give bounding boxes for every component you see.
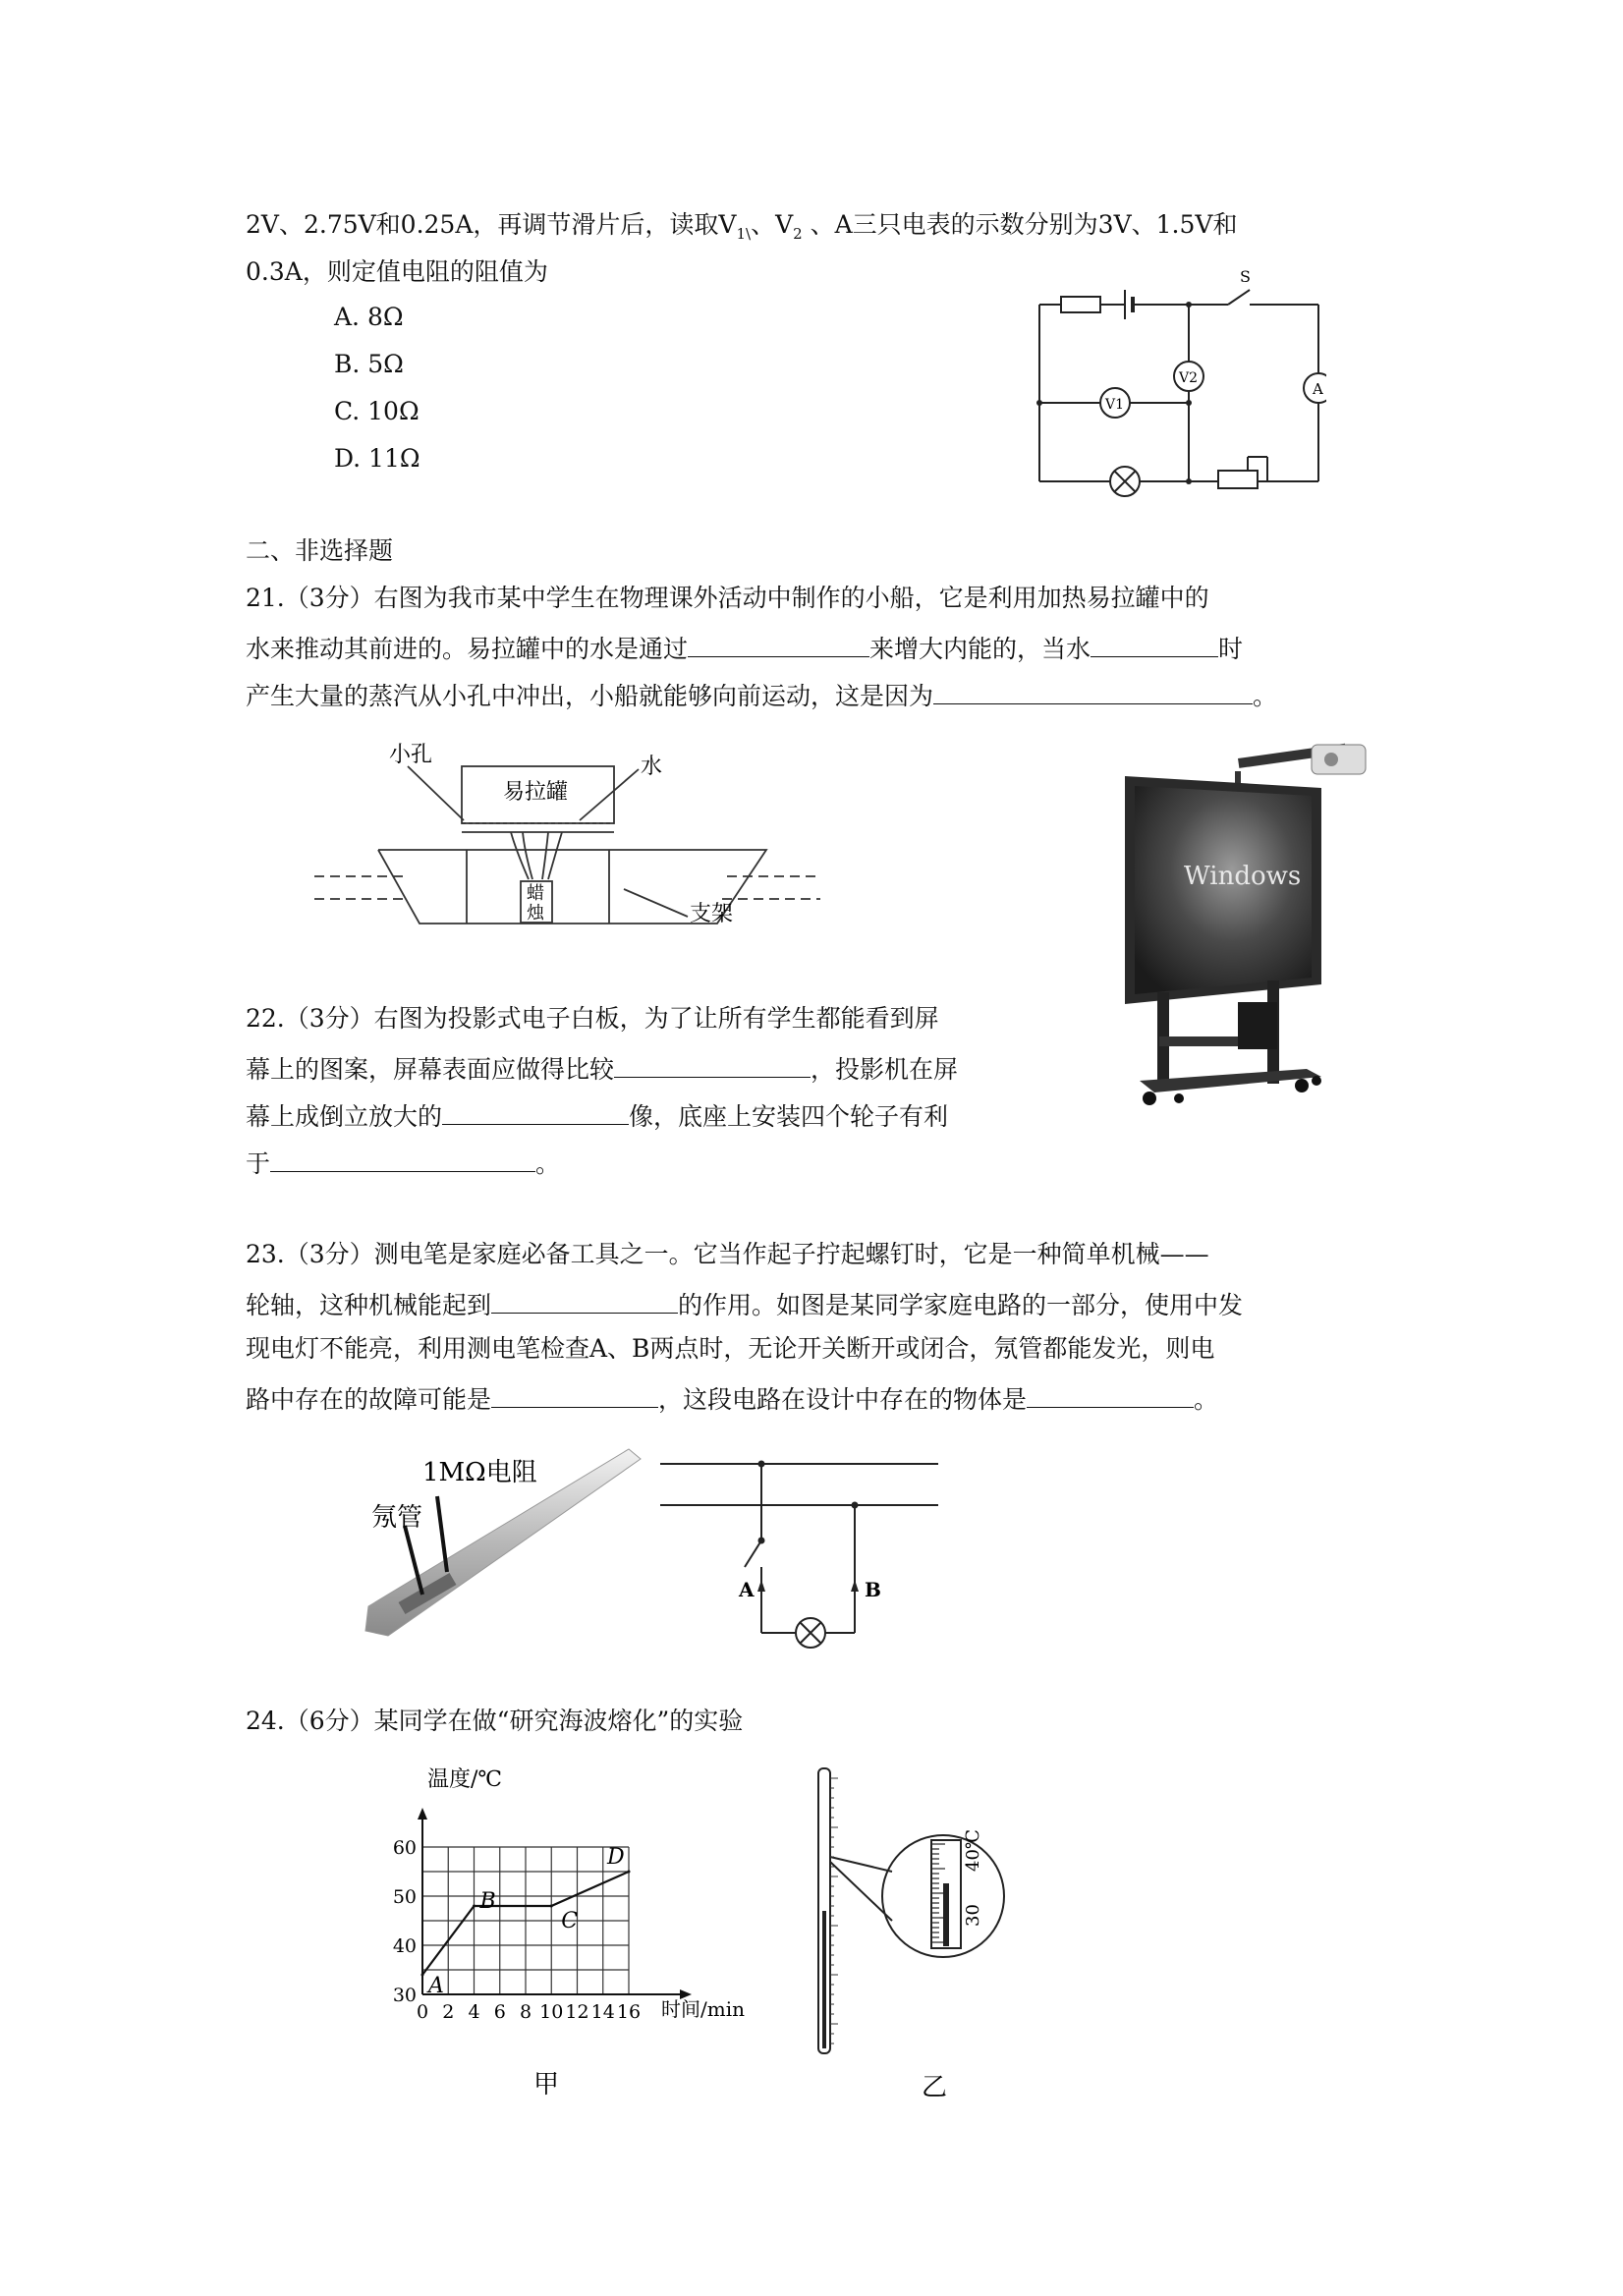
q22-line4: 于 。 — [246, 1144, 560, 1181]
q21-boat-figure — [314, 742, 825, 938]
q23-line1: 23.（3分）测电笔是家庭必备工具之一。它当作起子拧起螺钉时，它是一种简单机械—— — [246, 1240, 1209, 1268]
answer-blank[interactable] — [1027, 1379, 1194, 1408]
candle-label-2: 烛 — [527, 903, 544, 924]
q20-circuit-diagram — [1032, 260, 1326, 506]
x-tick-label: 12 — [565, 2001, 589, 2023]
x-tick-label: 0 — [416, 2001, 429, 2023]
answer-blank[interactable] — [491, 1285, 678, 1314]
point-label: A — [428, 1974, 444, 1998]
q20-line1: 2V、2.75V和0.25A，再调节滑片后，读取$V_{1\backslash}$、$V_2$ 、A三只电表的示数分别为3V、1.5V和 — [246, 210, 1238, 243]
q23-line3: 现电灯不能亮，利用测电笔检查A、B两点时，无论开关断开或闭合，氖管都能发光，则电 — [246, 1334, 1215, 1363]
q23-line4: 路中存在的故障可能是 ，这段电路在设计中存在的物体是 。 — [246, 1379, 1218, 1417]
data-point — [473, 1905, 476, 1908]
resistor-label: 1MΩ电阻 — [422, 1458, 537, 1487]
y-axis-arrow — [418, 1808, 427, 1820]
melting-curve-chart — [388, 1759, 781, 2102]
zoomed-scale — [931, 1844, 945, 1942]
q20-option-d: D. 11Ω — [334, 444, 420, 473]
q22-line2: 幕上的图案，屏幕表面应做得比较 ，投影机在屏 — [246, 1049, 958, 1087]
q22-line1: 22.（3分）右图为投影式电子白板，为了让所有学生都能看到屏 — [246, 1004, 939, 1033]
y-axis-label: 温度/℃ — [427, 1767, 503, 1792]
answer-blank[interactable] — [491, 1379, 658, 1408]
q21-line1: 21.（3分）右图为我市某中学生在物理课外活动中制作的小船，它是利用加热易拉罐中的 — [246, 584, 1209, 612]
y-tick-label: 30 — [392, 1985, 417, 2006]
x-tick-label: 2 — [442, 2001, 455, 2023]
ammeter-label: A — [1313, 380, 1323, 398]
point-label: B — [479, 1889, 496, 1914]
y-tick-label: 60 — [392, 1837, 417, 1859]
q20-option-c: C. 10Ω — [334, 397, 420, 425]
answer-blank[interactable] — [933, 676, 1253, 704]
thermometer-scale — [830, 1778, 838, 2044]
point-label: C — [561, 1909, 579, 1933]
point-label: D — [607, 1845, 625, 1870]
q23-house-circuit — [658, 1454, 953, 1651]
answer-blank[interactable] — [442, 1096, 629, 1125]
q21-line2: 水来推动其前进的。易拉罐中的水是通过 来增大内能的，当水 时 — [246, 629, 1243, 666]
thermo-30-label: 30 — [963, 1904, 983, 1927]
hole-label: 小孔 — [389, 743, 433, 767]
point-a-label: A — [739, 1578, 755, 1601]
thermometer-figure — [806, 1764, 1081, 2107]
q24-line1: 24.（6分）某同学在做“研究海波熔化”的实验 — [246, 1707, 744, 1735]
answer-blank[interactable] — [1091, 629, 1218, 657]
q20-option-a: A. 8Ω — [334, 303, 404, 331]
test-pen-image — [354, 1439, 648, 1651]
thermo-40-label: 40℃ — [963, 1828, 983, 1872]
y-tick-label: 50 — [392, 1886, 417, 1908]
x-tick-label: 10 — [539, 2001, 564, 2023]
answer-blank[interactable] — [688, 629, 869, 657]
figure-label-jia: 甲 — [533, 2070, 560, 2100]
data-point — [550, 1905, 553, 1908]
data-point — [628, 1871, 631, 1874]
q22-line3: 幕上成倒立放大的 像，底座上安装四个轮子有利 — [246, 1096, 948, 1134]
v2-label: V2 — [1179, 370, 1199, 386]
water-label: 水 — [641, 755, 663, 779]
y-tick-label: 40 — [392, 1935, 417, 1957]
x-tick-label: 4 — [468, 2001, 480, 2023]
switch-label: S — [1240, 267, 1251, 286]
v1-label: V1 — [1105, 397, 1125, 413]
data-point — [421, 1974, 424, 1977]
q20-line2: 0.3A，则定值电阻的阻值为 — [246, 257, 548, 286]
q20-option-b: B. 5Ω — [334, 350, 404, 378]
chart-grid — [422, 1847, 629, 1994]
stand-label: 支架 — [690, 902, 734, 926]
figure-label-yi: 乙 — [922, 2073, 948, 2102]
answer-blank[interactable] — [614, 1049, 811, 1078]
candle-label-1: 蜡 — [527, 883, 544, 904]
section-title: 二、非选择题 — [246, 536, 394, 565]
q21-line3: 产生大量的蒸汽从小孔中冲出，小船就能够向前运动，这是因为 。 — [246, 676, 1277, 713]
x-tick-label: 16 — [616, 2001, 642, 2023]
can-label: 易拉罐 — [503, 780, 569, 805]
x-tick-label: 8 — [519, 2001, 532, 2023]
answer-blank[interactable] — [270, 1144, 535, 1172]
q23-line2: 轮轴，这种机械能起到 的作用。如图是某同学家庭电路的一部分，使用中发 — [246, 1285, 1243, 1322]
neon-tube-label: 氖管 — [371, 1503, 423, 1533]
screen-text: Windows — [1184, 862, 1302, 891]
point-b-label: B — [865, 1578, 881, 1601]
x-tick-label: 14 — [590, 2001, 615, 2023]
electronic-whiteboard-image — [1110, 727, 1395, 1110]
x-tick-label: 6 — [493, 2001, 506, 2023]
x-axis-label: 时间/min — [661, 1997, 745, 2021]
